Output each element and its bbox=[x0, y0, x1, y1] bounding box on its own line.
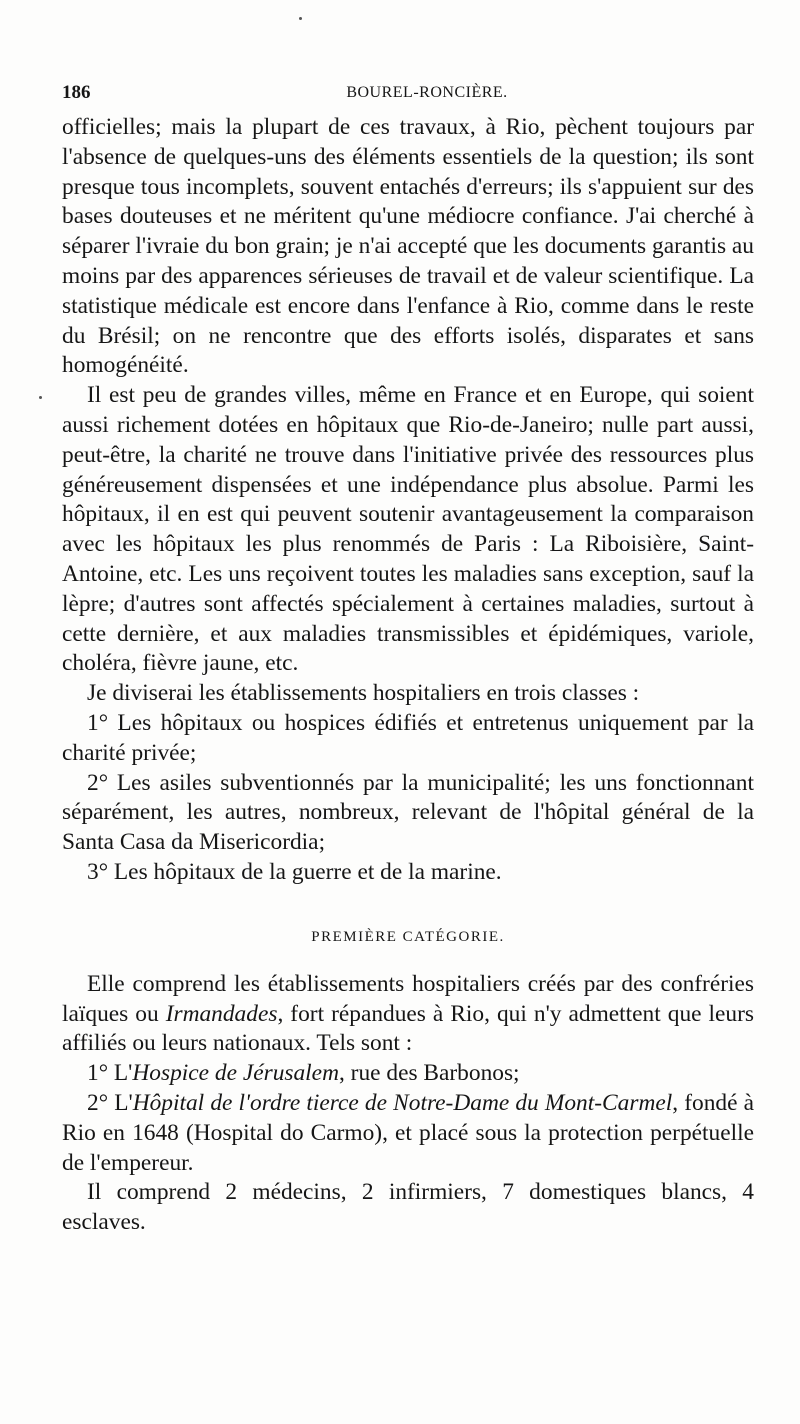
print-speck bbox=[299, 17, 302, 20]
text-run: , rue des Barbonos; bbox=[338, 1060, 520, 1087]
list-item-class-1: 1° Les hôpitaux ou hospices édifiés et entretenus uniquement par la charité privée; bbox=[62, 709, 754, 766]
paragraph-category-intro bbox=[62, 970, 754, 1059]
running-head bbox=[62, 82, 752, 108]
text-run: 2° L' bbox=[87, 1089, 133, 1116]
italic-term: Irmandades bbox=[165, 1000, 278, 1027]
italic-institution-name: Hospice de Jérusalem bbox=[132, 1060, 339, 1087]
text-run: Elle comprend les établissements hospitaliers créés par des confréries laïques ou bbox=[62, 970, 754, 1027]
list-item-class-3: 3° Les hôpitaux de la guerre et de la marine. bbox=[87, 858, 502, 885]
print-speck bbox=[39, 396, 42, 399]
text-run: 1° L' bbox=[87, 1060, 133, 1087]
list-item-hospice-jerusalem bbox=[62, 1059, 754, 1089]
body-text bbox=[62, 113, 754, 1238]
paragraph-classes-intro: Je diviserai les établissements hospitaliers en trois classes : bbox=[87, 680, 640, 707]
paragraph-continued: officielles; mais la plupart de ces travaux, à Rio, pèchent toujours par l'absence de quelques-uns des éléments essentiels de la question; ils sont presque tous incomplets, souvent entachés d'erreurs; ils s'appuient sur des bases douteuses et ne méritent qu'une médiocre confiance. J'ai cherché à séparer l'ivraie du bon grain; je n'ai accepté que les documents garantis au moins par des apparences sérieuses de travail et de valeur scientifique. La statistique médicale est encore dans l'enfance à Rio, comme dans le reste du Brésil; on ne rencontre que des efforts isolés, disparates et sans homogénéité. bbox=[62, 114, 754, 379]
section-heading: PREMIÈRE CATÉGORIE. bbox=[311, 928, 505, 945]
paragraph-staff: Il comprend 2 médecins, 2 infirmiers, 7 domestiques blancs, 4 esclaves. bbox=[62, 1179, 754, 1236]
text-run: , fondé à Rio en 1648 (Hospital do Carmo), et placé sous la protection perpétuelle de l'empereur. bbox=[62, 1089, 754, 1176]
list-item-hopital-carmel bbox=[62, 1089, 754, 1178]
paragraph-hospitals: Il est peu de grandes villes, même en France et en Europe, qui soient aussi richement dotées en hôpitaux que Rio-de-Janeiro; nulle part aussi, peut-être, la charité ne trouve dans l'initiative privée des ressources plus généreusement dispensées et une indépendance plus absolue. Parmi les hôpitaux, il en est qui peuvent soutenir avantageusement la comparaison avec les hôpitaux les plus renommés de Paris : La Riboisière, Saint-Antoine, etc. Les uns reçoivent toutes les maladies sans exception, sauf la lèpre; d'autres sont affectés spécialement à certaines maladies, surtout à cette dernière, et aux maladies transmissibles et épidémiques, variole, choléra, fièvre jaune, etc. bbox=[62, 382, 754, 677]
page-number: 186 bbox=[62, 82, 91, 103]
italic-institution-name: Hôpital de l'ordre tierce de Notre-Dame du Mont-Carmel bbox=[132, 1089, 673, 1116]
list-item-class-2: 2° Les asiles subventionnés par la municipalité; les uns fonctionnant séparément, les autres, nombreux, relevant de l'hôpital général de la Santa Casa da Misericordia; bbox=[62, 769, 754, 856]
running-title: BOUREL-RONCIÈRE. bbox=[346, 84, 508, 101]
text-run: , fort répandues à Rio, qui n'y admettent que leurs affiliés ou leurs nationaux. Tels sont : bbox=[62, 1000, 754, 1057]
